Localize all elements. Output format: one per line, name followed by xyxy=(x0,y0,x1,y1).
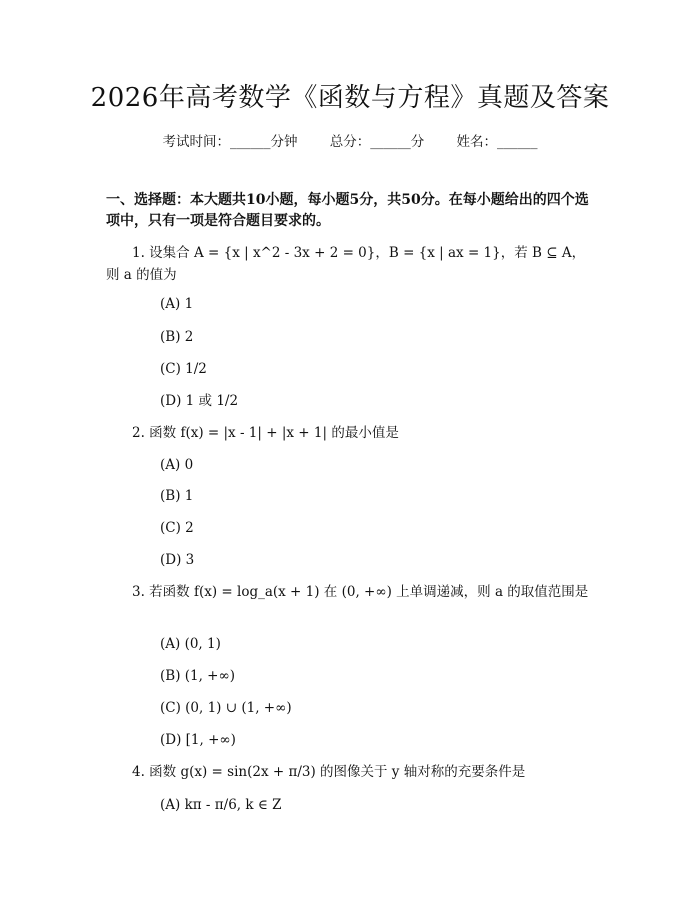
question-2-option-b: (B) 1 xyxy=(160,488,194,504)
total-score-field: 总分：______分 xyxy=(329,134,425,150)
question-2-option-c: (C) 2 xyxy=(160,520,194,536)
question-3-option-b: (B) (1, +∞) xyxy=(160,668,236,684)
question-1-option-c: (C) 1/2 xyxy=(160,361,207,377)
exam-info-line xyxy=(0,132,700,152)
question-3-stem: 3. 若函数 f(x) = log_a(x + 1) 在 (0, +∞) 上单调递减，则 a 的取值范围是 xyxy=(132,584,589,600)
question-2-stem: 2. 函数 f(x) = |x - 1| + |x + 1| 的最小值是 xyxy=(132,425,399,441)
exam-time-field: 考试时间：______分钟 xyxy=(162,134,298,150)
question-2-option-a: (A) 0 xyxy=(160,457,194,473)
question-2-option-d: (D) 3 xyxy=(160,552,195,568)
question-3-option-c: (C) (0, 1) ∪ (1, +∞) xyxy=(160,700,292,716)
question-4-stem: 4. 函数 g(x) = sin(2x + π/3) 的图像关于 y 轴对称的充要条件是 xyxy=(132,764,526,780)
question-1-stem: 1. 设集合 A = {x | x^2 - 3x + 2 = 0}，B = {x | ax = 1}，若 B ⊆ A，则 a 的值为 xyxy=(106,245,586,283)
question-1-option-d: (D) 1 或 1/2 xyxy=(160,393,239,409)
section-heading: 一、选择题：本大题共10小题，每小题5分，共50分。在每小题给出的四个选项中，只有一项是符合题目要求的。 xyxy=(106,192,589,229)
question-1-option-a: (A) 1 xyxy=(160,296,194,312)
student-name-field: 姓名：______ xyxy=(456,134,538,150)
question-4-option-a: (A) kπ - π/6, k ∈ Z xyxy=(160,797,282,813)
question-3-option-d: (D) [1, +∞) xyxy=(160,732,236,748)
question-3-option-a: (A) (0, 1) xyxy=(160,636,221,652)
page-title: 2026年高考数学《函数与方程》真题及答案 xyxy=(90,83,610,113)
question-1-option-b: (B) 2 xyxy=(160,329,194,345)
